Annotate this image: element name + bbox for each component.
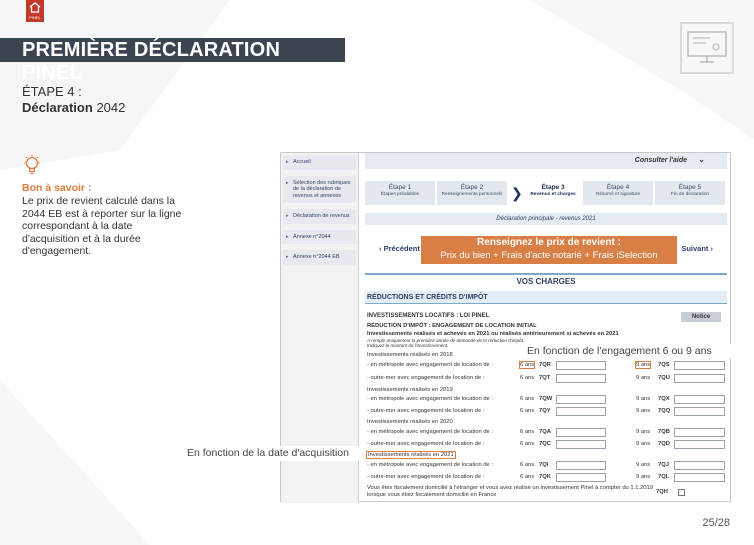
six-years: 6 ans xyxy=(520,474,535,480)
box-code: 7QI xyxy=(539,462,549,468)
box-code: 7QJ xyxy=(658,462,669,468)
form-content xyxy=(365,153,727,503)
subsection-title: RÉDUCTIONS ET CRÉDITS D'IMPÔT xyxy=(365,291,727,304)
row-label: - en métropole avec engagement de location de : xyxy=(367,429,494,435)
declaration-label: Déclaration principale - revenus 2021 xyxy=(365,213,727,225)
home-label: PINEL xyxy=(29,15,41,20)
year-2021-label: Investissements réalisés en 2021 xyxy=(368,452,454,458)
nav-item-accueil[interactable]: ▸ Accueil xyxy=(283,155,356,170)
prix-de-revient-callout xyxy=(421,236,677,264)
amount-input[interactable] xyxy=(556,361,606,370)
six-years: 6 ans xyxy=(520,375,535,381)
amount-input[interactable] xyxy=(674,428,725,437)
amount-input[interactable] xyxy=(674,461,725,470)
box-code: 7QB xyxy=(658,429,670,435)
section-title: VOS CHARGES xyxy=(365,273,727,285)
row-2020-outremer xyxy=(367,440,727,450)
row-2018-outremer xyxy=(367,374,727,384)
current-step-arrow-icon: ❯ xyxy=(511,185,523,201)
six-years: 6 ans xyxy=(520,408,535,414)
row-label: - outre-mer avec engagement de location de : xyxy=(367,441,485,447)
note-1: A remplir uniquement la première année de demande de la réduction d'impôt. xyxy=(367,338,525,343)
notice-button[interactable]: Notice xyxy=(681,312,721,322)
amount-input[interactable] xyxy=(556,473,606,482)
box-code: 7QD xyxy=(658,441,670,447)
help-link[interactable]: Consulter l'aide xyxy=(634,157,687,164)
step-3-title: Étape 3 xyxy=(541,184,565,191)
box-code: 7QT xyxy=(539,375,551,381)
box-code: 7QK xyxy=(539,474,551,480)
row-2018-metropole xyxy=(367,361,727,371)
box-code: 7QX xyxy=(658,396,670,402)
home-icon xyxy=(29,2,41,13)
step-1[interactable] xyxy=(365,181,435,205)
step-3[interactable] xyxy=(527,181,579,205)
nav-item-selection[interactable]: ▸ Sélection des rubriques de la déclaration de revenus et annexes xyxy=(283,176,356,204)
page-title: PREMIÈRE DÉCLARATION PINEL xyxy=(22,39,281,84)
row-label: - outre-mer avec engagement de location de : xyxy=(367,408,485,414)
box-code: 7QS xyxy=(658,362,670,368)
step-2-title: Étape 2 xyxy=(460,184,484,191)
year-2020-label: Investissements réalisés en 2020 xyxy=(367,419,453,425)
box-code: 7QR xyxy=(539,362,551,368)
box-code: 7QY xyxy=(539,408,551,414)
page-number: 25/28 xyxy=(702,517,730,529)
realized-title: Investissements réalisés et achevés en 2021 ou réalisés antérieurement si achevés en 2021 xyxy=(367,331,619,337)
step-title-bold: Déclaration xyxy=(22,100,93,115)
amount-input[interactable] xyxy=(556,374,606,383)
row-label: - en métropole avec engagement de location de : xyxy=(367,462,494,468)
previous-label: Précédent xyxy=(383,244,420,253)
invest-title: INVESTISSEMENTS LOCATIFS : LOI PINEL xyxy=(367,313,490,319)
callout-line-1: Renseignez le prix de revient : xyxy=(477,237,621,248)
amount-input[interactable] xyxy=(556,461,606,470)
next-label: Suivant xyxy=(681,244,709,253)
year-2019-label: Investissements réalisés en 2019 xyxy=(367,387,453,393)
monitor-icon xyxy=(680,22,734,74)
tip-title: Bon à savoir : xyxy=(22,182,92,194)
nine-years: 9 ans xyxy=(636,429,651,435)
nine-years: 9 ans xyxy=(636,474,651,480)
row-2019-metropole xyxy=(367,395,727,405)
step-4[interactable] xyxy=(583,181,653,205)
previous-button[interactable]: ‹ Précédent xyxy=(379,244,420,253)
row-2020-metropole xyxy=(367,428,727,438)
nine-years: 9 ans xyxy=(636,408,651,414)
row-2019-outremer xyxy=(367,407,727,417)
help-bar xyxy=(365,153,727,169)
amount-input[interactable] xyxy=(674,361,725,370)
date-annotation: En fonction de la date d'acquisition xyxy=(187,446,363,461)
nav-item-annexe-2044[interactable]: ▸ Annexe n°2044 xyxy=(283,230,356,245)
tip-body: Le prix de revient calculé dans la 2044 EB est à reporter sur la ligne correspondant à la date d'acquisition et à la durée d'engagement. xyxy=(22,195,182,258)
row-label: - outre-mer avec engagement de location de : xyxy=(367,375,485,381)
step-1-sub: Étapes préalables xyxy=(380,192,420,197)
six-years: 6 ans xyxy=(520,462,535,468)
step-4-title: Étape 4 xyxy=(606,184,630,191)
step-2[interactable] xyxy=(437,181,507,205)
nine-years: 9 ans xyxy=(636,396,651,402)
box-code: 7QW xyxy=(539,396,553,402)
row-2021-metropole xyxy=(367,461,727,471)
step-title-rest: 2042 xyxy=(96,100,126,115)
nine-years: 9 ans xyxy=(636,362,651,368)
step-heading xyxy=(22,84,125,116)
nine-years: 9 ans xyxy=(636,462,651,468)
box-code: 7QL xyxy=(658,474,670,480)
chevron-down-icon[interactable]: ⌄ xyxy=(698,155,705,164)
six-years: 6 ans xyxy=(520,362,535,368)
step-5-sub: Fin de déclaration xyxy=(670,192,710,197)
engagement-annotation: En fonction de l'engagement 6 ou 9 ans xyxy=(515,344,733,358)
amount-input[interactable] xyxy=(674,395,725,404)
foreign-resident-checkbox[interactable] xyxy=(678,489,685,496)
amount-input[interactable] xyxy=(556,407,606,416)
step-progress xyxy=(365,181,727,205)
amount-input[interactable] xyxy=(556,440,606,449)
step-5[interactable] xyxy=(655,181,725,205)
foreign-resident-text: Vous êtes fiscalement domicilié à l'étranger et vous avez réalisé un investissement Pinel à compter du 1.1.2019 lorsque vous étiez fiscalement domicilié en France xyxy=(367,485,653,498)
year-2018-label: Investissements réalisés en 2018 xyxy=(367,352,453,358)
box-code: 7QU xyxy=(658,375,670,381)
lightbulb-icon xyxy=(22,154,42,176)
note-2: Indiquez le montant de l'investissement. xyxy=(367,343,449,348)
amount-input[interactable] xyxy=(674,374,725,383)
nine-years: 9 ans xyxy=(636,441,651,447)
step-prefix: ÉTAPE 4 : xyxy=(22,84,82,99)
callout-line-2: Prix du bien + Frais d'acte notarié + Frais iSelection xyxy=(440,250,658,261)
box-code: 7QQ xyxy=(658,408,671,414)
row-label: - en métropole avec engagement de location de : xyxy=(367,396,494,402)
row-label: - outre-mer avec engagement de location de : xyxy=(367,474,485,480)
six-years: 6 ans xyxy=(520,441,535,447)
step-4-sub: Résumé et signature xyxy=(595,192,641,197)
box-code: 7QA xyxy=(539,429,551,435)
step-3-sub: Revenus et charges xyxy=(530,192,576,197)
box-code: 7QC xyxy=(539,441,551,447)
row-2021-outremer xyxy=(367,473,727,483)
next-button[interactable]: Suivant › xyxy=(681,244,713,253)
amount-input[interactable] xyxy=(674,440,725,449)
step-2-sub: Renseignements personnels xyxy=(441,192,503,197)
amount-input[interactable] xyxy=(556,428,606,437)
step-5-title: Étape 5 xyxy=(678,184,702,191)
amount-input[interactable] xyxy=(556,395,606,404)
box-code-7qh: 7QH xyxy=(656,489,668,495)
home-badge[interactable] xyxy=(26,0,44,22)
amount-input[interactable] xyxy=(674,473,725,482)
nav-item-annexe-2044eb[interactable]: ▸ Annexe n°2044 EB xyxy=(283,250,356,265)
six-years: 6 ans xyxy=(520,396,535,402)
reduction-title: RÉDUCTION D'IMPÔT : ENGAGEMENT DE LOCATION INITIAL xyxy=(367,323,537,329)
nav-item-declaration[interactable]: ▸ Déclaration de revenus xyxy=(283,209,356,224)
row-label: - en métropole avec engagement de location de : xyxy=(367,362,494,368)
step-1-title: Étape 1 xyxy=(388,184,412,191)
page-title-bar xyxy=(0,38,345,84)
amount-input[interactable] xyxy=(674,407,725,416)
nine-years: 9 ans xyxy=(636,375,651,381)
six-years: 6 ans xyxy=(520,429,535,435)
